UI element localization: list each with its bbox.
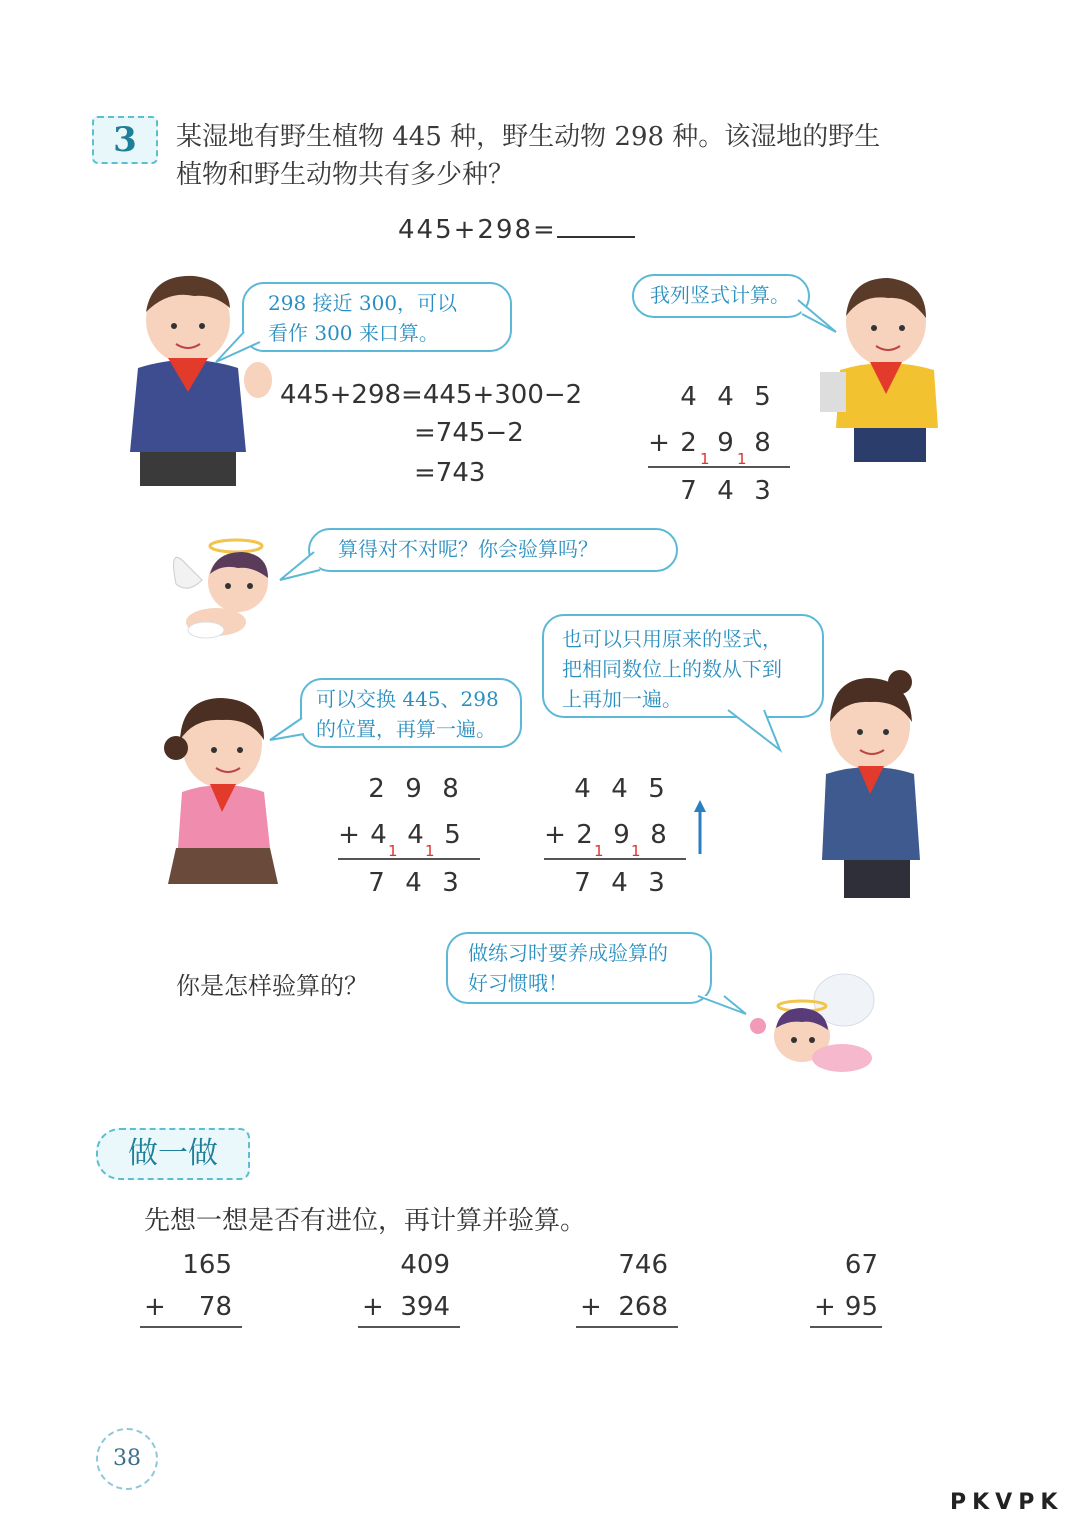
vcalc1-result-row: 7 4 3: [680, 476, 771, 506]
carry-digit: 1: [631, 842, 641, 860]
practice-item-bottom-value: 268: [618, 1292, 668, 1322]
bubble-line: 好习惯哦！: [468, 971, 568, 995]
vcalc1-top-row: 4 4 5: [680, 382, 771, 412]
bubble-line: 算得对不对呢？你会验算吗？: [338, 537, 598, 561]
bubble-line: 可以交换 445、298: [316, 687, 499, 711]
sum-line: [648, 466, 790, 468]
main-equation: [398, 214, 635, 245]
watermark: PKVPK: [950, 1490, 1064, 1515]
bubble-tail: [724, 706, 784, 754]
sum-line: [140, 1326, 242, 1328]
answer-blank: [557, 214, 635, 238]
practice-item-bottom-value: 78: [198, 1292, 232, 1322]
carry-digit: 1: [594, 842, 604, 860]
carry-digit: 1: [737, 450, 747, 468]
speech-bubble-angel-habit: [446, 932, 712, 1004]
bubble-line: 做练习时要养成验算的: [468, 941, 668, 965]
carry-digit: 1: [700, 450, 710, 468]
bubble-line: 我列竖式计算。: [650, 283, 790, 307]
bubble-tail: [278, 550, 322, 584]
practice-item-top-value: 746: [618, 1250, 668, 1280]
speech-bubble-boy-vertical: [632, 274, 810, 318]
practice-item-bottom: [140, 1292, 242, 1322]
mental-calc-line3: =743: [414, 458, 486, 488]
speech-bubble-boy-mental: [242, 282, 512, 352]
page-number: 38: [96, 1428, 158, 1490]
practice-item-top: [810, 1250, 882, 1280]
practice-item-top-value: 165: [182, 1250, 232, 1280]
up-arrow-icon: [692, 800, 708, 856]
practice-item-top: [576, 1250, 678, 1280]
practice-item-bottom-value: 394: [400, 1292, 450, 1322]
problem-text-line2: 植物和野生动物共有多少种？: [176, 160, 515, 190]
practice-instruction: 先想一想是否有进位，再计算并验算。: [144, 1206, 587, 1236]
practice-item-bottom: [810, 1292, 882, 1322]
problem-text-line1: 某湿地有野生植物 445 种，野生动物 298 种。该湿地的野生: [176, 122, 881, 152]
carry-digit: 1: [425, 842, 435, 860]
boy-yellow-shirt-illustration: [810, 272, 950, 464]
sum-line: [810, 1326, 882, 1328]
angel-illustration: [166, 534, 286, 640]
girl-blue-coat-illustration: [804, 660, 928, 900]
bubble-line: 的位置，再算一遍。: [316, 717, 496, 741]
practice-item-top: [358, 1250, 460, 1280]
bubble-line: 看作 300 来口算。: [268, 321, 439, 345]
question-text: 你是怎样验算的？: [176, 972, 368, 1000]
carry-digit: 1: [388, 842, 398, 860]
vcalc3-top-row: 4 4 5: [574, 774, 665, 804]
speech-bubble-girl-swap: [300, 678, 522, 748]
problem-text: [176, 118, 956, 194]
practice-section-label: 做一做: [96, 1128, 250, 1180]
practice-item-top-value: 67: [844, 1250, 878, 1280]
practice-item-top-value: 409: [400, 1250, 450, 1280]
practice-item-top: [140, 1250, 242, 1280]
bubble-line: 298 接近 300，可以: [268, 291, 458, 315]
practice-item-bottom: [576, 1292, 678, 1322]
vcalc2-bottom-row: + 4 4 5: [338, 820, 461, 850]
angel-girl-illustration: [744, 966, 880, 1082]
speech-bubble-girl-recheck: [542, 614, 824, 718]
bubble-line: 也可以只用原来的竖式，: [562, 627, 782, 651]
bubble-line: 把相同数位上的数从下到: [562, 657, 782, 681]
practice-item-bottom-value: 95: [844, 1292, 878, 1322]
main-equation-text: 445+298=: [398, 215, 557, 245]
practice-item-operator: +: [814, 1292, 836, 1322]
mental-calc-line2: =745−2: [414, 418, 524, 448]
bubble-tail: [268, 714, 308, 744]
speech-bubble-angel-check: [308, 528, 678, 572]
sum-line: [358, 1326, 460, 1328]
vcalc3-result-row: 7 4 3: [574, 868, 665, 898]
practice-item-bottom: [358, 1292, 460, 1322]
problem-number-badge: 3: [92, 116, 158, 164]
practice-item-operator: +: [362, 1292, 384, 1322]
bubble-line: 上再加一遍。: [562, 687, 682, 711]
vcalc1-bottom-row: + 2 9 8: [648, 428, 771, 458]
sum-line: [576, 1326, 678, 1328]
practice-item-operator: +: [144, 1292, 166, 1322]
sum-line: [338, 858, 480, 860]
sum-line: [544, 858, 686, 860]
mental-calc-line1: 445+298=445+300−2: [280, 380, 583, 410]
bubble-tail: [694, 994, 750, 1018]
vcalc2-top-row: 2 9 8: [368, 774, 459, 804]
vcalc3-bottom-row: + 2 9 8: [544, 820, 667, 850]
bubble-tail: [214, 330, 264, 364]
vcalc2-result-row: 7 4 3: [368, 868, 459, 898]
practice-item-operator: +: [580, 1292, 602, 1322]
